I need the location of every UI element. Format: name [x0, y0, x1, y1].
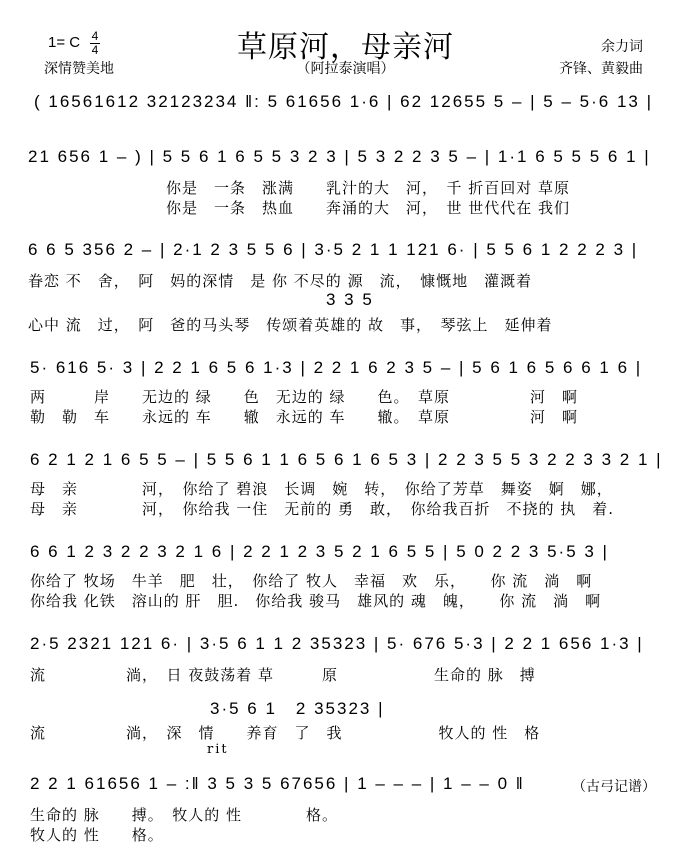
composer-credit: 齐锋、黄毅曲	[559, 61, 643, 77]
time-denominator: 4	[91, 43, 99, 57]
song-title: 草原河，母亲河	[237, 30, 454, 65]
lyric-row-2-verse-2: 你是 一条 热血 奔涌的大 河， 世 世代代在 我们	[166, 199, 571, 217]
expression-mark: 深情赞美地	[44, 61, 114, 77]
lyricist-credit: 余力词	[601, 39, 643, 55]
lyric-row-6-verse-2: 你给我 化铁 溶山的 肝 胆. 你给我 骏马 雄风的 魂 魄， 你 流 淌 啊	[30, 592, 602, 610]
notation-row-8: 2 2 1 61656 1 – :‖ 3 5 3 5 67656 | 1 – – – | 1 – – 0 ‖	[30, 774, 525, 793]
notation-row-4: 5· 616 5· 3 | 2 2 1 6 5 6 1·3 | 2 2 1 6 2 3 5 – | 5 6 1 6 5 6 6 1 6 |	[30, 358, 643, 377]
notation-row-1: ( 16561612 32123234 ‖: 5 61656 1·6 | 62 12655 5 – | 5 – 5·6 13 |	[34, 92, 653, 111]
lyric-row-7-verse-2: 流 淌， 深 情 养育 了 我 牧人的 性 格	[30, 724, 541, 742]
ritardando-mark: rit	[207, 742, 229, 757]
key-signature: 1= C	[48, 34, 81, 51]
notation-row-3: 6 6 5 356 2 – | 2·1 2 3 5 5 6 | 3·5 2 1 1 121 6· | 5 5 6 1 2 2 2 3 |	[28, 240, 639, 259]
alt-notation-row-3: 3 3 5	[326, 290, 374, 309]
notation-row-2: 21 656 1 – ) | 5 5 6 1 6 5 5 3 2 3 | 5 3 2 2 3 5 – | 1·1 6 5 5 5 6 1 |	[28, 147, 651, 166]
singer-credit: （阿拉泰演唱）	[296, 61, 395, 77]
lyric-row-7-verse-1: 流 淌， 日 夜鼓荡着 草 原 生命的 脉 搏	[30, 666, 536, 684]
lyric-row-4-verse-1: 两 岸 无边的 绿 色 无边的 绿 色。 草原 河 啊	[30, 388, 579, 406]
lyric-row-4-verse-2: 勒 勒 车 永远的 车 辙 永远的 车 辙。 草原 河 啊	[30, 408, 579, 426]
lyric-row-5-verse-1: 母 亲 河， 你给了 碧浪 长调 婉 转， 你给了芳草 舞姿 婀 娜，	[30, 480, 613, 498]
lyric-row-8-verse-1: 生命的 脉 搏。 牧人的 性 格。	[30, 806, 339, 824]
notation-row-7: 2·5 2321 121 6· | 3·5 6 1 1 2 35323 | 5· 676 5·3 | 2 2 1 656 1·3 |	[30, 634, 644, 653]
lyric-row-6-verse-1: 你给了 牧场 牛羊 肥 壮， 你给了 牧人 幸福 欢 乐， 你 流 淌 啊	[30, 572, 593, 590]
alt-notation-row-7: 3·5 6 1 2 35323 |	[210, 699, 385, 718]
notation-row-5: 6 2 1 2 1 6 5 5 – | 5 5 6 1 1 6 5 6 1 6 5 3 | 2 2 3 5 5 3 2 2 3 3 2 1 |	[30, 450, 663, 469]
lyric-row-2-verse-1: 你是 一条 涨满 乳汁的大 河， 千 折百回对 草原	[166, 179, 571, 197]
time-numerator: 4	[91, 29, 99, 43]
transcriber-credit: （古弓记谱）	[572, 779, 656, 795]
lyric-row-3-verse-2: 心中 流 过， 阿 爸的马头琴 传颂着英雄的 故 事， 琴弦上 延伸着	[28, 316, 553, 334]
notation-row-6: 6 6 1 2 3 2 2 3 2 1 6 | 2 2 1 2 3 5 2 1 6 5 5 | 5 0 2 2 3 5·5 3 |	[30, 542, 609, 561]
lyric-row-3-verse-1: 眷恋 不 舍， 阿 妈的深情 是 你 不尽的 源 流， 慷慨地 灌溉着	[28, 272, 533, 290]
lyric-row-8-verse-2: 牧人的 性 格。	[30, 826, 164, 844]
lyric-row-5-verse-2: 母 亲 河， 你给我 一住 无前的 勇 敢， 你给我百折 不挠的 执 着.	[30, 500, 615, 518]
